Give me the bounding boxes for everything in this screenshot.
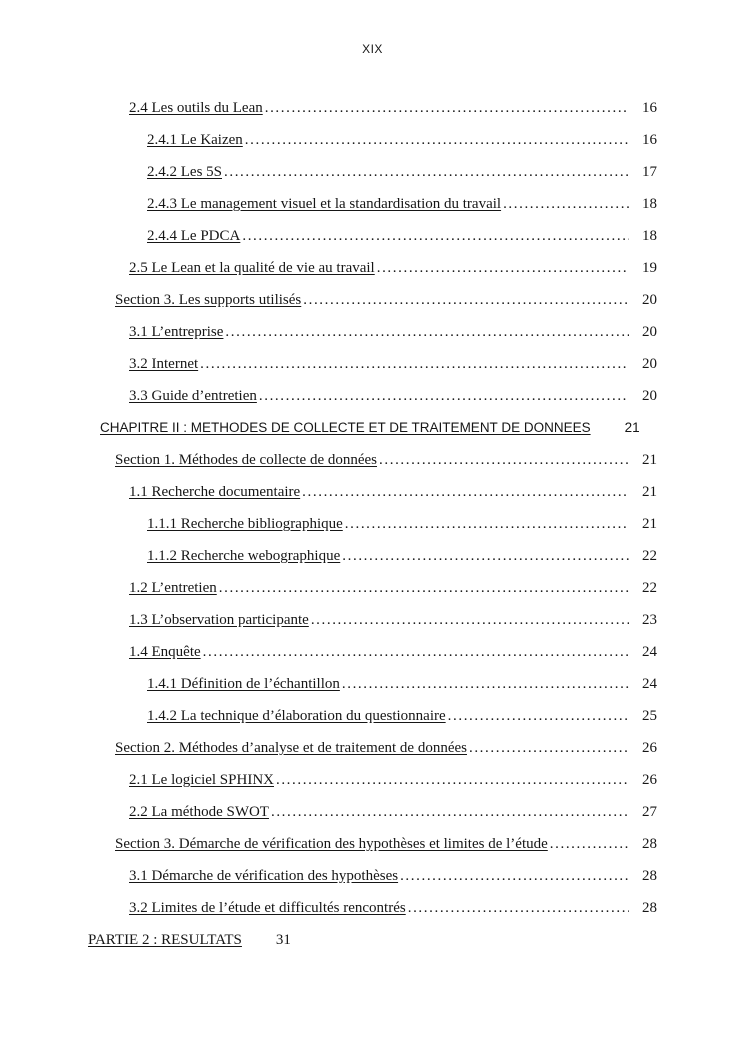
toc-entry: [88, 925, 657, 957]
toc-entry: [88, 221, 657, 253]
toc-entry: [88, 413, 657, 445]
toc-entry-link[interactable]: Section 3. Les supports utilisés: [115, 292, 302, 308]
dot-leader: [345, 514, 629, 534]
toc-entry-link[interactable]: 3.3 Guide d’entretien: [129, 388, 257, 404]
toc-entry-link[interactable]: 1.1.1 Recherche bibliographique: [147, 516, 343, 532]
toc-entry-page-number: 21: [624, 420, 640, 435]
dot-leader: [503, 194, 629, 214]
dot-leader: [550, 834, 629, 854]
toc-entry-link[interactable]: 1.2 L’entretien: [129, 580, 217, 596]
toc-entry-page-number: 20: [642, 324, 657, 340]
toc-entry-page-number: 27: [642, 804, 657, 820]
dot-leader: [311, 610, 629, 630]
toc-entry: [88, 861, 657, 893]
toc-entry-page-number: 20: [642, 292, 657, 308]
dot-leader: [379, 450, 629, 470]
toc-entry-page-number: 26: [642, 772, 657, 788]
toc-entry-page-number: 24: [642, 644, 657, 660]
toc-entry-page-number: 16: [642, 132, 657, 148]
toc-entry-page-number: 22: [642, 580, 657, 596]
toc-entry: [88, 125, 657, 157]
dot-leader: [259, 386, 629, 406]
toc-entry-page-number: 20: [642, 356, 657, 372]
toc-entry: [88, 797, 657, 829]
dot-leader: [203, 642, 629, 662]
toc-entry: [88, 829, 657, 861]
toc-entry-page-number: 28: [642, 836, 657, 852]
toc-entry-link[interactable]: 2.4.3 Le management visuel et la standardisation du travail: [147, 196, 502, 212]
toc-entry-page-number: 28: [642, 868, 657, 884]
dot-leader: [377, 258, 629, 278]
toc-entry: [88, 477, 657, 509]
dot-leader: [224, 162, 629, 182]
dot-leader: [469, 738, 629, 758]
toc-entry-link[interactable]: 2.1 Le logiciel SPHINX: [129, 772, 274, 788]
toc-entry-link[interactable]: 3.1 L’entreprise: [129, 324, 224, 340]
table-of-contents: [88, 93, 657, 957]
toc-entry-link[interactable]: Section 1. Méthodes de collecte de données: [115, 452, 378, 468]
toc-entry-page-number: 24: [642, 676, 657, 692]
toc-entry: [88, 573, 657, 605]
toc-entry-link[interactable]: 1.1.2 Recherche webographique: [147, 548, 341, 564]
toc-entry: [88, 189, 657, 221]
toc-entry: [88, 509, 657, 541]
dot-leader: [219, 578, 629, 598]
dot-leader: [242, 226, 629, 246]
toc-entry: [88, 605, 657, 637]
toc-entry-link[interactable]: 2.5 Le Lean et la qualité de vie au travail: [129, 260, 375, 276]
toc-entry: [88, 253, 657, 285]
toc-entry-link[interactable]: Section 3. Démarche de vérification des hypothèses et limites de l’étude: [115, 836, 548, 852]
toc-entry-link[interactable]: 2.4.1 Le Kaizen: [147, 132, 243, 148]
dot-leader: [303, 290, 629, 310]
dot-leader: [271, 802, 629, 822]
toc-entry-page-number: 17: [642, 164, 657, 180]
toc-entry-page-number: 25: [642, 708, 657, 724]
toc-entry: [88, 669, 657, 701]
toc-entry-link[interactable]: 3.2 Limites de l’étude et difficultés rencontrés: [129, 900, 406, 916]
toc-entry-page-number: 26: [642, 740, 657, 756]
toc-entry: [88, 733, 657, 765]
toc-entry-page-number: 23: [642, 612, 657, 628]
toc-entry-link[interactable]: 3.1 Démarche de vérification des hypothèses: [129, 868, 399, 884]
toc-entry: [88, 349, 657, 381]
toc-entry-page-number: 21: [642, 484, 657, 500]
page-number-header: XIX: [362, 42, 383, 56]
dot-leader: [400, 866, 629, 886]
toc-entry-page-number: 28: [642, 900, 657, 916]
toc-entry: [88, 445, 657, 477]
toc-entry-link[interactable]: 2.4 Les outils du Lean: [129, 100, 263, 116]
dot-leader: [408, 898, 629, 918]
toc-entry: [88, 317, 657, 349]
toc-entry-link[interactable]: 2.2 La méthode SWOT: [129, 804, 269, 820]
toc-entry-page-number: 20: [642, 388, 657, 404]
dot-leader: [302, 482, 629, 502]
dot-leader: [342, 546, 629, 566]
toc-entry-link[interactable]: 1.3 L’observation participante: [129, 612, 309, 628]
toc-entry: [88, 157, 657, 189]
toc-entry-page-number: 18: [642, 228, 657, 244]
toc-entry-link[interactable]: 1.1 Recherche documentaire: [129, 484, 301, 500]
toc-entry: [88, 893, 657, 925]
toc-entry-page-number: 16: [642, 100, 657, 116]
toc-entry-link[interactable]: 1.4 Enquête: [129, 644, 201, 660]
dot-leader: [276, 770, 629, 790]
toc-entry-link[interactable]: Section 2. Méthodes d’analyse et de traitement de données: [115, 740, 467, 756]
toc-entry-page-number: 31: [275, 932, 291, 948]
dot-leader: [265, 98, 629, 118]
toc-entry-page-number: 21: [642, 452, 657, 468]
toc-entry-link[interactable]: 2.4.4 Le PDCA: [147, 228, 241, 244]
toc-entry-link[interactable]: PARTIE 2 : RESULTATS: [88, 932, 242, 948]
toc-entry-link[interactable]: 3.2 Internet: [129, 356, 199, 372]
dot-leader: [245, 130, 629, 150]
toc-entry: [88, 285, 657, 317]
toc-entry-link[interactable]: 1.4.2 La technique d’élaboration du questionnaire: [147, 708, 446, 724]
toc-entry: [88, 93, 657, 125]
toc-entry: [88, 701, 657, 733]
toc-entry: [88, 637, 657, 669]
toc-entry-link[interactable]: 2.4.2 Les 5S: [147, 164, 222, 180]
toc-entry-link[interactable]: 1.4.1 Définition de l’échantillon: [147, 676, 340, 692]
dot-leader: [200, 354, 629, 374]
toc-entry: [88, 381, 657, 413]
toc-entry-page-number: 22: [642, 548, 657, 564]
toc-entry: [88, 541, 657, 573]
toc-entry-page-number: 21: [642, 516, 657, 532]
dot-leader: [448, 706, 629, 726]
toc-entry-page-number: 18: [642, 196, 657, 212]
dot-leader: [342, 674, 629, 694]
dot-leader: [225, 322, 629, 342]
toc-entry-page-number: 19: [642, 260, 657, 276]
toc-entry: [88, 765, 657, 797]
toc-entry-link[interactable]: CHAPITRE II : METHODES DE COLLECTE ET DE TRAITEMENT DE DONNEES: [100, 420, 591, 435]
